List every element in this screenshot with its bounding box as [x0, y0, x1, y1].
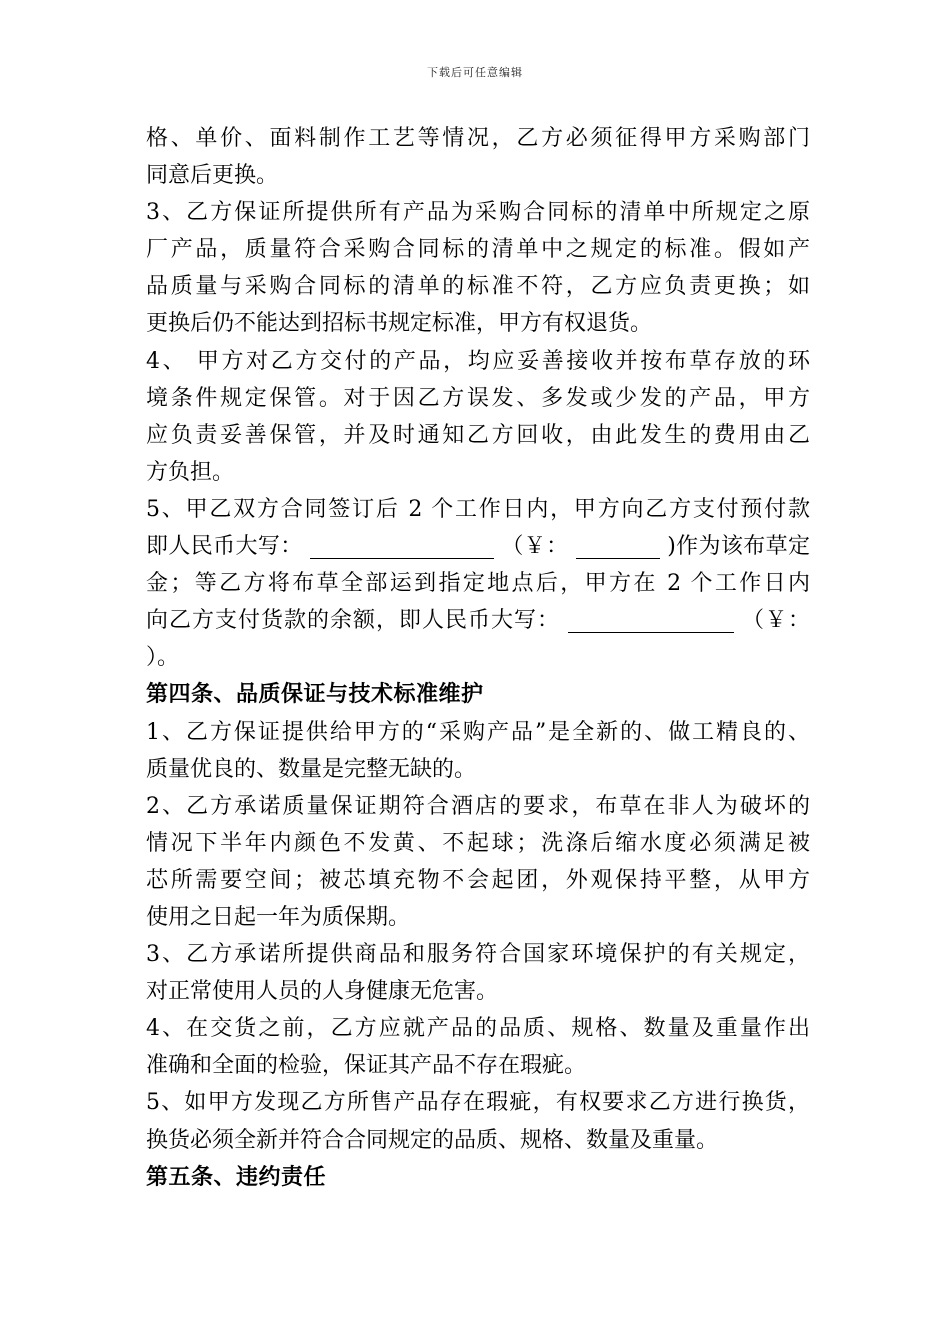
text-fragment: （￥： [501, 534, 569, 560]
text-line: 5、甲乙双方合同签订后 2 个工作日内，甲方向乙方支付预付款 [146, 496, 810, 522]
text-line: 更换后仍不能达到招标书规定标准，甲方有权退货。 [146, 311, 653, 337]
text-line: 对正常使用人员的人身健康无危害。 [146, 979, 499, 1005]
text-line: 换货必须全新并符合合同规定的品质、规格、数量及重量。 [146, 1127, 719, 1153]
text-fragment: 向乙方支付货款的余额，即人民币大写： [146, 608, 560, 634]
section-heading: 第四条、品质保证与技术标准维护 [146, 681, 484, 708]
fill-in-blank[interactable] [568, 608, 734, 633]
fill-in-blank[interactable] [576, 534, 660, 559]
text-line: 金；等乙方将布草全部运到指定地点后，甲方在 2 个工作日内 [146, 571, 810, 597]
text-line: 格、单价、面料制作工艺等情况，乙方必须征得甲方采购部门 [146, 126, 810, 151]
text-line: 1、乙方保证提供给甲方的“采购产品”是全新的、做工精良的、 [146, 719, 810, 745]
text-line-with-blanks [146, 602, 810, 639]
text-line: 境条件规定保管。对于因乙方误发、多发或少发的产品，甲方 [146, 385, 810, 411]
text-line: 质量优良的、数量是完整无缺的。 [146, 756, 477, 782]
text-line: 3、乙方承诺所提供商品和服务符合国家环境保护的有关规定， [146, 942, 810, 968]
text-line: 方负担。 [146, 459, 235, 485]
text-line: 品质量与采购合同标的清单的标准不符，乙方应负责更换；如 [146, 274, 810, 300]
text-line-with-blanks [146, 528, 810, 565]
text-line: 4、在交货之前，乙方应就产品的品质、规格、数量及重量作出 [146, 1016, 810, 1042]
text-line: 同意后更换。 [146, 163, 279, 189]
section-heading: 第五条、违约责任 [146, 1163, 327, 1190]
text-line: ）。 [146, 645, 180, 671]
text-fragment: （￥： [741, 608, 810, 634]
text-line: 4、 甲方对乙方交付的产品，均应妥善接收并按布草存放的环 [146, 348, 810, 374]
text-line: 使用之日起一年为质保期。 [146, 904, 411, 930]
text-fragment: )作为该布草定 [667, 534, 810, 560]
page-header: 下载后可任意编辑 [427, 66, 523, 79]
text-line: 芯所需要空间；被芯填充物不会起团，外观保持平整，从甲方 [146, 867, 810, 893]
text-line: 厂产品，质量符合采购合同标的清单中之规定的标准。假如产 [146, 237, 810, 263]
text-line: 3、乙方保证所提供所有产品为采购合同标的清单中所规定之原 [146, 200, 810, 226]
text-fragment: 即人民币大写： [146, 534, 303, 560]
text-line: 5、如甲方发现乙方所售产品存在瑕疵，有权要求乙方进行换货， [146, 1090, 810, 1116]
fill-in-blank[interactable] [310, 534, 494, 559]
text-line: 2、乙方承诺质量保证期符合酒店的要求，布草在非人为破坏的 [146, 793, 810, 819]
document-body [146, 120, 810, 1196]
text-line: 应负责妥善保管，并及时通知乙方回收，由此发生的费用由乙 [146, 422, 810, 448]
text-line: 情况下半年内颜色不发黄、不起球；洗涤后缩水度必须满足被 [146, 830, 810, 856]
text-line: 准确和全面的检验，保证其产品不存在瑕疵。 [146, 1053, 587, 1079]
